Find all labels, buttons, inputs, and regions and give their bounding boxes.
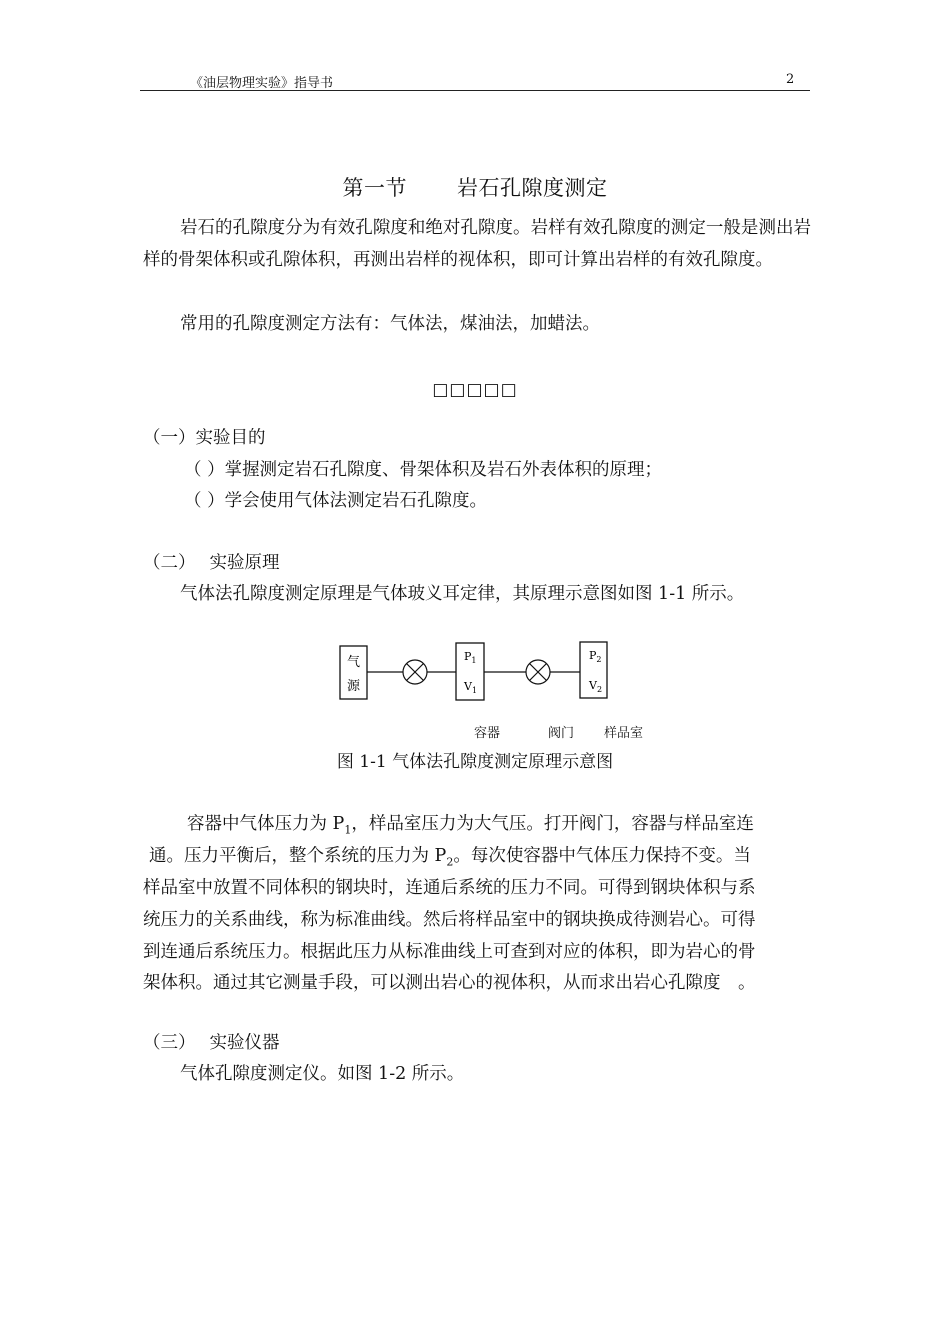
purpose-item-2: （ ）学会使用气体法测定岩石孔隙度。: [184, 491, 488, 511]
purpose-heading: （一）实验目的: [143, 428, 266, 448]
explain-line-5: 到连通后系统压力。根据此压力从标准曲线上可查到对应的体积，即为岩心的骨: [143, 942, 756, 962]
instrument-paragraph: 气体孔隙度测定仪。如图 1-2 所示。: [180, 1064, 465, 1084]
label-sample-chamber: 样品室: [604, 726, 644, 741]
section-title: [0, 172, 950, 202]
page-number: 2: [786, 72, 795, 87]
explain-line-1: 容器中气体压力为 $P_1$，样品室压力为大气压。打开阀门，容器与样品室连: [187, 814, 754, 837]
valve-2-icon: [526, 660, 550, 684]
intro-paragraph-1: 岩石的孔隙度分为有效孔隙度和绝对孔隙度。岩样有效孔隙度的测定一般是测出岩样的骨架体积或孔隙体积，再测出岩样的视体积，即可计算出岩样的有效孔隙度。: [143, 218, 811, 270]
chamber-v2-label: $V_2$: [589, 679, 603, 694]
instrument-heading-number: （三）: [143, 1033, 196, 1053]
intro-paragraph-2: 常用的孔隙度测定方法有：气体法，煤油法，加蜡法。: [180, 314, 600, 334]
principle-heading: [143, 549, 280, 574]
section-number: 第一节: [342, 176, 407, 200]
explain-line-3: 样品室中放置不同体积的钢块时，连通后系统的压力不同。可得到钢块体积与系: [143, 878, 756, 898]
explain-line-4: 统压力的关系曲线，称为标准曲线。然后将样品室中的钢块换成待测岩心。可得: [143, 910, 756, 930]
principle-heading-text: 实验原理: [209, 553, 280, 573]
label-container: 容器: [474, 726, 501, 741]
figure-caption: 图 1-1 气体法孔隙度测定原理示意图: [336, 752, 614, 772]
chamber-p2-label: $P_2$: [589, 649, 602, 664]
container-v1-label: $V_1$: [464, 680, 478, 695]
gas-method-diagram: [330, 632, 620, 712]
principle-heading-number: （二）: [143, 553, 196, 573]
gas-source-label-bottom: 源: [346, 679, 361, 694]
purpose-item-1: （ ）掌握测定岩石孔隙度、骨架体积及岩石外表体积的原理；: [184, 460, 663, 480]
instrument-heading: [143, 1029, 280, 1054]
label-valve: 阀门: [548, 726, 575, 741]
explain-line-6: 架体积。通过其它测量手段，可以测出岩心的视体积，从而求出岩心孔隙度 。: [143, 973, 756, 993]
instrument-heading-text: 实验仪器: [209, 1033, 280, 1053]
header-rule: [140, 90, 810, 91]
container-p1-label: $P_1$: [464, 650, 477, 665]
subtitle-missing-glyphs: □□□□□: [432, 380, 518, 400]
explain-line-2: 通。压力平衡后，整个系统的压力为 $P_2$。每次使容器中气体压力保持不变。当: [149, 846, 751, 869]
running-header-title: 《油层物理实验》指导书: [190, 76, 334, 91]
gas-source-label-top: 气: [346, 655, 361, 670]
section-title-text: 岩石孔隙度测定: [457, 176, 608, 200]
principle-paragraph: 气体法孔隙度测定原理是气体玻义耳定律，其原理示意图如图 1-1 所示。: [180, 584, 745, 604]
valve-1-icon: [403, 660, 427, 684]
